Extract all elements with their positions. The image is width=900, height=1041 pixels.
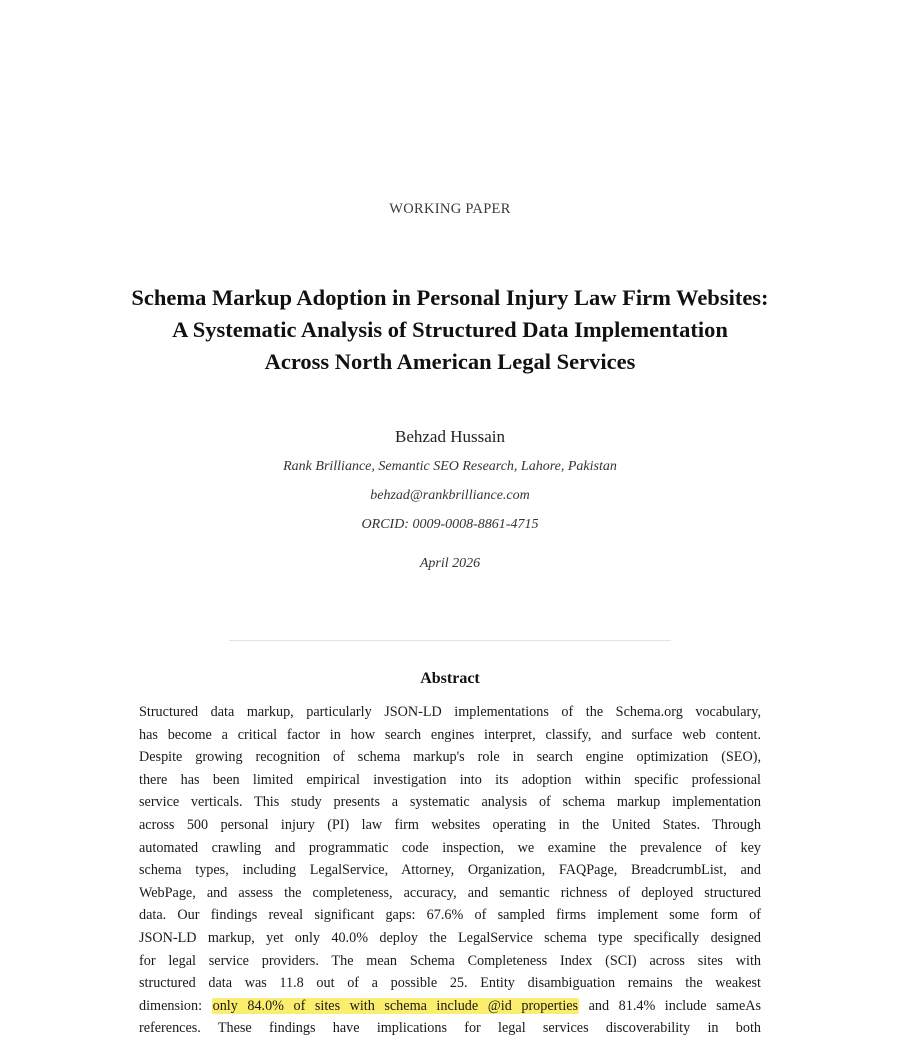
author-email: behzad@rankbrilliance.com <box>370 488 530 503</box>
abstract-line: JSON-LD markup, yet only 40.0% deploy the LegalService schema type specifically designed <box>139 929 761 946</box>
author-affiliation: Rank Brilliance, Semantic SEO Research, Lahore, Pakistan <box>283 459 617 474</box>
abstract-line: Despite growing recognition of schema markup's role in search engine optimization (SEO), <box>139 749 761 766</box>
abstract-line: schema types, including LegalService, Attorney, Organization, FAQPage, BreadcrumbList, and <box>139 862 761 879</box>
section-divider <box>229 640 671 641</box>
abstract-line: references. These findings have implications for legal services discoverability in both <box>139 1020 761 1037</box>
abstract-line: has become a critical factor in how search engines interpret, classify, and surface web content. <box>139 726 761 743</box>
title-line: Across North American Legal Services <box>264 349 636 374</box>
publication-date: April 2026 <box>419 556 481 571</box>
highlight-prefix: dimension: <box>139 997 212 1014</box>
abstract-line: WebPage, and assess the completeness, accuracy, and semantic richness of deployed structured <box>139 884 761 901</box>
title-line: Schema Markup Adoption in Personal Injury Law Firm Websites: <box>131 285 769 310</box>
abstract-line: automated crawling and programmatic code inspection, we examine the prevalence of key <box>139 839 761 856</box>
abstract-line: data. Our findings reveal significant gaps: 67.6% of sampled firms implement some form of <box>139 907 761 924</box>
abstract-heading: Abstract <box>420 670 480 687</box>
highlight-suffix: and 81.4% include sameAs <box>579 997 762 1014</box>
abstract-line: Structured data markup, particularly JSON-LD implementations of the Schema.org vocabulary, <box>139 704 761 720</box>
abstract-line: across 500 personal injury (PI) law firm websites operating in the United States. Through <box>139 816 761 833</box>
abstract-line: structured data was 11.8 out of a possible 25. Entity disambiguation remains the weakest <box>139 975 761 992</box>
highlighted-text: only 84.0% of sites with schema include @id properties <box>212 997 579 1014</box>
working-paper-label: WORKING PAPER <box>389 201 511 217</box>
author-orcid: ORCID: 0009-0008-8861-4715 <box>361 517 539 532</box>
abstract-line: for legal service providers. The mean Schema Completeness Index (SCI) across sites with <box>139 952 761 969</box>
abstract-body <box>139 701 761 1040</box>
abstract-line: service verticals. This study presents a systematic analysis of schema markup implementation <box>139 794 761 811</box>
author-name: Behzad Hussain <box>394 427 505 446</box>
abstract-line: there has been limited empirical investigation into its adoption within specific professional <box>139 771 761 788</box>
title-line: A Systematic Analysis of Structured Data Implementation <box>172 317 728 342</box>
abstract-line-highlighted <box>139 995 761 1018</box>
paper-title <box>40 282 860 378</box>
